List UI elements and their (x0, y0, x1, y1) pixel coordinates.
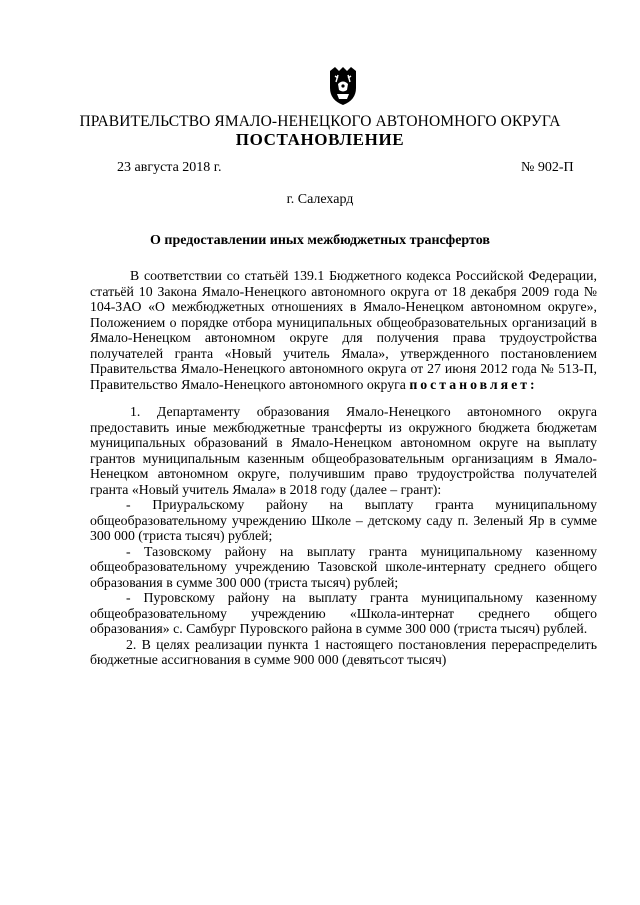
item-1-purovsky: - Пуровскому району на выплату гранта муниципальному казенному общеобразовательному учреждению «Школа-интернат среднего общего образования» с. Самбург Пуровского района в сумме 300 000 (триста тысяч) рублей. (90, 590, 597, 636)
decree-date: 23 августа 2018 г. (117, 160, 222, 175)
document-type-title: ПОСТАНОВЛЕНИЕ (235, 130, 405, 149)
city-name: г. Салехард (286, 192, 354, 207)
item-1-paragraph: 1. Департаменту образования Ямало-Ненецкого автономного округа предоставить иные межбюджетные трансферты из окружного бюджета бюджетам муниципальных образований в Ямало-Ненецком автономном округе на выплату грантов муниципальным казенным общеобразовательным организациям в Ямало-Ненецком автономном округе, получившим право трудоустройства получателей гранта «Новый учитель Ямала» в 2018 году (далее – грант): (90, 404, 597, 497)
resolves-word: постановляет: (409, 376, 538, 392)
item-1-tazovsky: - Тазовскому району на выплату гранта муниципальному казенному общеобразовательному учреждению Тазовской школе-интернату среднего общего образования в сумме 300 000 (триста тысяч) рублей; (90, 543, 597, 590)
preamble-text: В соответствии со статьёй 139.1 Бюджетного кодекса Российской Федерации, статьёй 10 Закона Ямало-Ненецкого автономного округа от 18 декабря 2009 года № 104-ЗАО «О межбюджетных отношениях в Ямало-Ненецком автономном округе», Положением о порядке отбора муниципальных общеобразовательных организаций в Ямало-Ненецком автономном округе для получения права трудоустройства получателей гранта «Новый учитель Ямала», утвержденного постановлением Правительства Ямало-Ненецкого автономного округа от 27 июня 2012 года № 513-П, Правительство Ямало-Ненецкого автономного округа (90, 268, 597, 392)
coat-of-arms-icon (326, 66, 360, 106)
decree-body (90, 268, 597, 668)
item-2-paragraph: 2. В целях реализации пункта 1 настоящего постановления перераспределить бюджетные ассигнования в сумме 900 000 (девятьсот тысяч) (90, 636, 597, 667)
decree-number: № 902-П (521, 160, 574, 175)
item-1-priuralsky: - Приуральскому району на выплату гранта муниципальному общеобразовательному учреждению Школе – детскому саду п. Зеленый Яр в сумме 300 000 (триста тысяч) рублей; (90, 497, 597, 543)
decree-subject: О предоставлении иных межбюджетных трансфертов (150, 233, 490, 248)
preamble-paragraph (90, 268, 597, 392)
government-title: ПРАВИТЕЛЬСТВО ЯМАЛО-НЕНЕЦКОГО АВТОНОМНОГО ОКРУГА (79, 113, 561, 130)
